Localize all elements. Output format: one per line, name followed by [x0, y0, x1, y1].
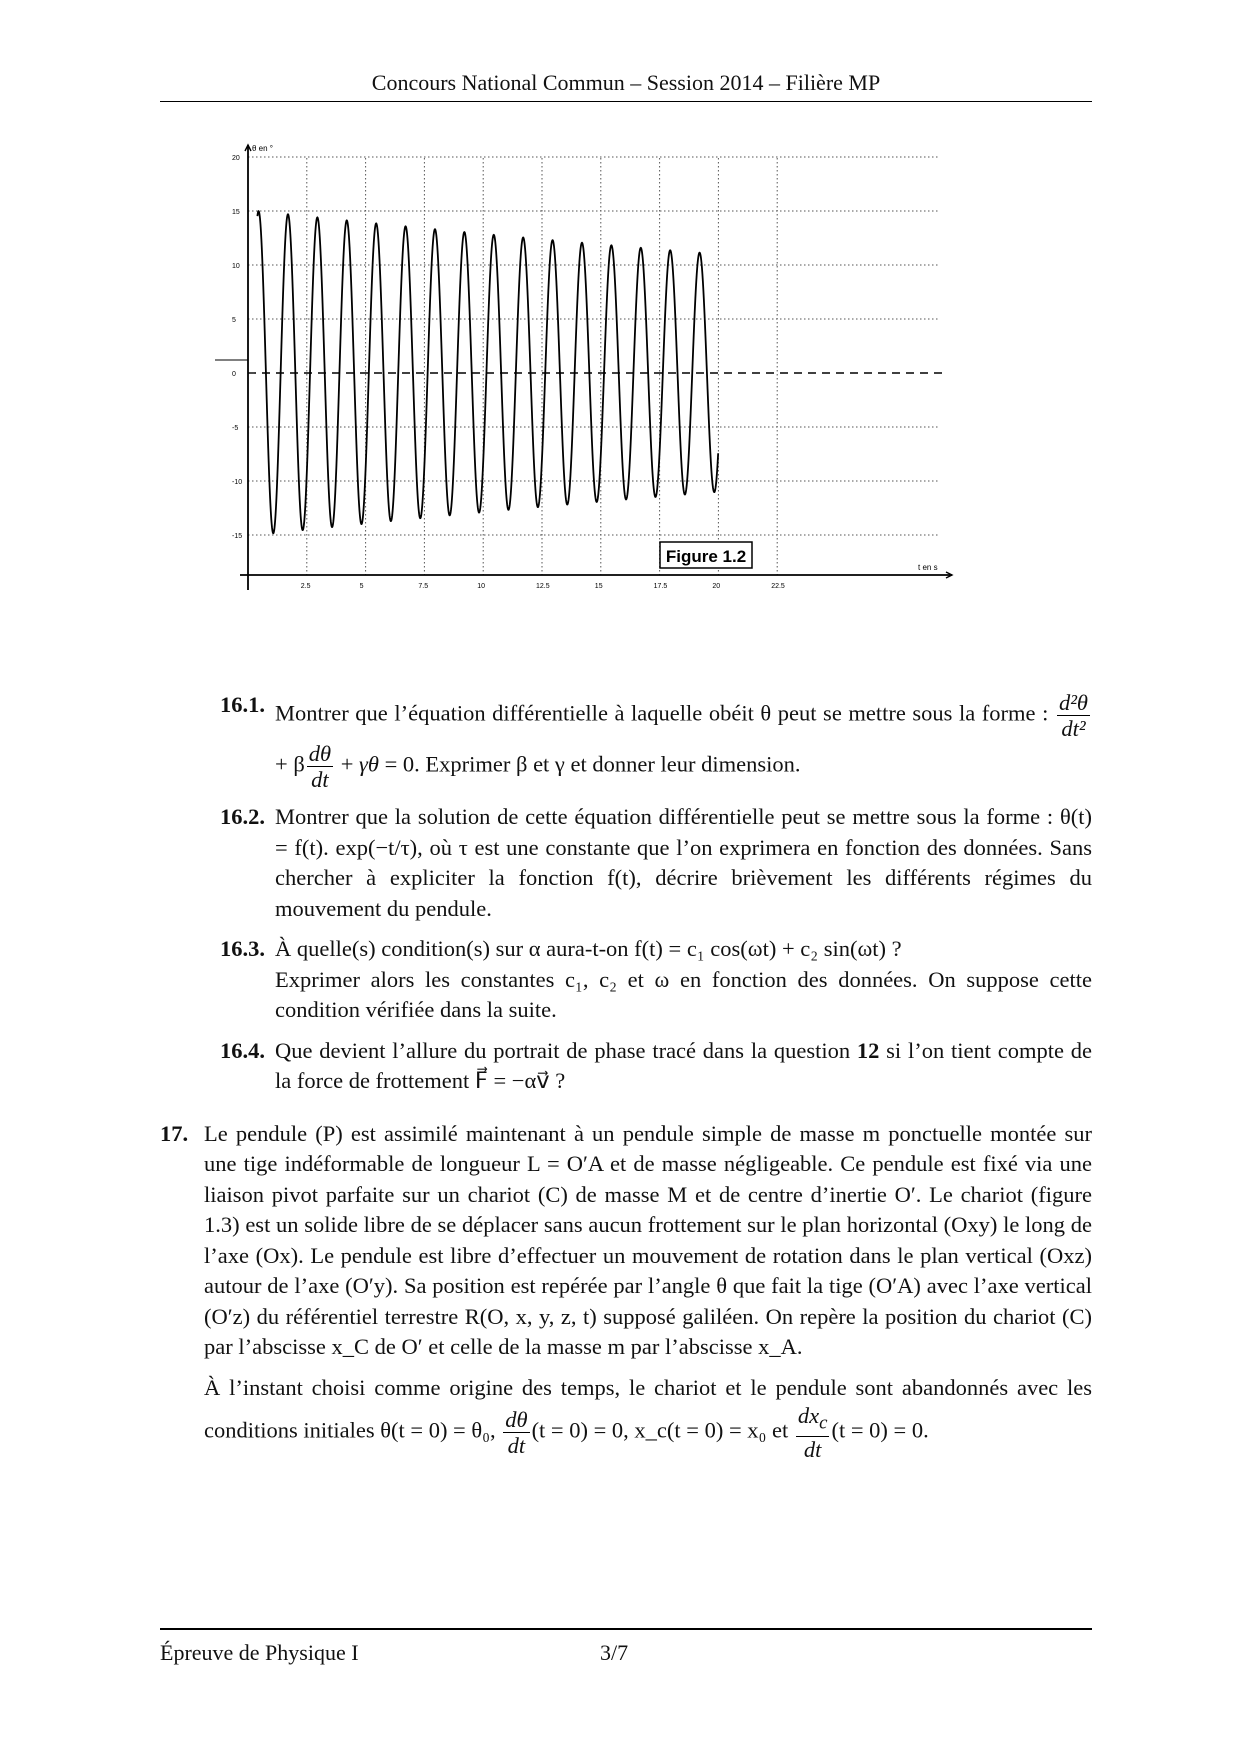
x-tick-label: 15	[594, 583, 603, 590]
question-16-1: 16.1. Montrer que l’équation différentielle à laquelle obéit θ peut se mettre sous la forme : $\frac{\text{d²θ}}{\text{dt²}}$ + β $\frac{d\theta}{dt}$ + γθ = 0. Exprimer β et γ et donner leur dimension.	[160, 690, 1092, 792]
footer-title: Épreuve de Physique I	[160, 1640, 359, 1665]
x-tick-label: 12.5	[536, 583, 550, 590]
x-tick-label: 22.5	[771, 583, 785, 590]
question-number: 16.4.	[220, 1037, 265, 1063]
question-text: Que devient l’allure du portrait de phase tracé dans la question	[275, 1037, 851, 1063]
question-16-4	[160, 1036, 1092, 1097]
y-tick-label: -10	[232, 479, 243, 486]
figure-label: Figure 1.2	[665, 547, 747, 566]
question-text: À quelle(s) condition(s) sur α aura-t-on f(t) = c₁ cos(ωt) + c₂ sin(ωt) ?	[275, 936, 902, 961]
question-17	[160, 1119, 1092, 1472]
question-text: (t = 0) = 0, x_c(t = 0) = x₀ et	[531, 1417, 789, 1443]
x-tick-label: 17.5	[653, 583, 668, 590]
x-tick-label: 2.5	[300, 583, 311, 590]
x-tick-label: 7.5	[418, 583, 429, 590]
equation-fraction: $\frac{\text{d²θ}}{\text{dt²}}$	[1058, 690, 1088, 741]
question-number: 16.1.	[220, 692, 265, 717]
y-tick-label: 5	[232, 317, 236, 324]
y-tick-label: -5	[232, 425, 239, 432]
question-text: Exprimer β et γ et donner leur dimension.	[425, 751, 801, 777]
footer-rule	[160, 1628, 1092, 1630]
chart-axes	[215, 145, 952, 590]
y-tick-label: -15	[232, 533, 243, 540]
question-number: 16.2.	[220, 804, 265, 829]
question-text: Montrer que l’équation différentielle à laquelle obéit θ peut se mettre sous la forme :	[275, 700, 1049, 726]
x-tick-label: 10	[477, 583, 485, 590]
page-number: 3/7	[600, 1640, 629, 1665]
equation-fraction: $\frac{dx_c}{dt}$	[797, 1403, 828, 1462]
question-text: À l’instant choisi comme origine des temps, le chariot et le pendule sont abandonnés avec les conditions initiales θ(t = 0) = θ₀,	[204, 1374, 1092, 1443]
x-axis-label: t en s	[918, 563, 938, 572]
chart-grid	[248, 157, 940, 575]
oscillation-chart	[232, 144, 1065, 655]
question-text: (t = 0) = 0.	[831, 1417, 929, 1443]
page-header: Concours National Commun – Session 2014 – Filière MP	[371, 70, 881, 95]
y-tick-label: 10	[232, 263, 240, 270]
question-16-3	[160, 934, 1092, 1026]
question-number: 16.3.	[220, 936, 265, 961]
question-number: 17.	[160, 1120, 189, 1146]
question-16-2	[160, 802, 1092, 924]
theta-curve	[257, 211, 718, 533]
question-reference: 12	[856, 1037, 880, 1063]
header-rule	[160, 101, 1092, 102]
y-axis-label: θ en °	[252, 144, 273, 153]
question-text: Montrer que la solution de cette équation différentielle peut se mettre sous la forme : θ(t) = f(t). exp(−t/τ), où τ est une constante que l’on exprimera en fonction des données. Sans chercher à expliciter la fonction f(t), décrire brièvement les différents régimes du mouvement du pendule.	[275, 804, 1092, 921]
x-tick-label: 5	[359, 583, 364, 590]
equation-fraction: $\frac{d\theta}{dt}$	[308, 741, 332, 792]
figure-1-2	[232, 144, 1065, 655]
y-tick-label: 20	[232, 155, 240, 162]
y-tick-label: 0	[232, 371, 236, 378]
question-text: Exprimer alors les constantes c₁, c₂ et ω en fonction des données. On suppose cette condition vérifiée dans la suite.	[275, 966, 1092, 1022]
questions-section	[160, 690, 1092, 1472]
x-tick-label: 20	[712, 583, 721, 590]
equation-fraction: $\frac{d\theta}{dt}$	[505, 1406, 528, 1458]
y-tick-label: 15	[232, 209, 240, 216]
question-text: si l’on tient compte de la force de frottement F⃗ = −αv⃗ ?	[275, 1037, 1092, 1093]
question-text: Le pendule (P) est assimilé maintenant à un pendule simple de masse m ponctuelle montée sur une tige indéformable de longueur L = O′A et de masse négligeable. Ce pendule est fixé via une liaison pivot parfaite sur un chariot (C) de masse M et de centre d’inertie O′. Le chariot (figure 1.3) est un solide libre de se déplacer sans aucun frottement sur le plan horizontal (Oxy) le long de l’axe (Ox). Le pendule est libre d’effectuer un mouvement de rotation dans le plan vertical (Oxz) autour de l’axe (O′y). Sa position est repérée par l’angle θ que fait la tige (O′A) avec l’axe vertical (O′z) du référentiel terrestre R(O, x, y, z, t) supposé galiléen. On repère la position du chariot (C) par l’abscisse x_C de O′ et celle de la masse m par l’abscisse x_A.	[204, 1120, 1092, 1359]
